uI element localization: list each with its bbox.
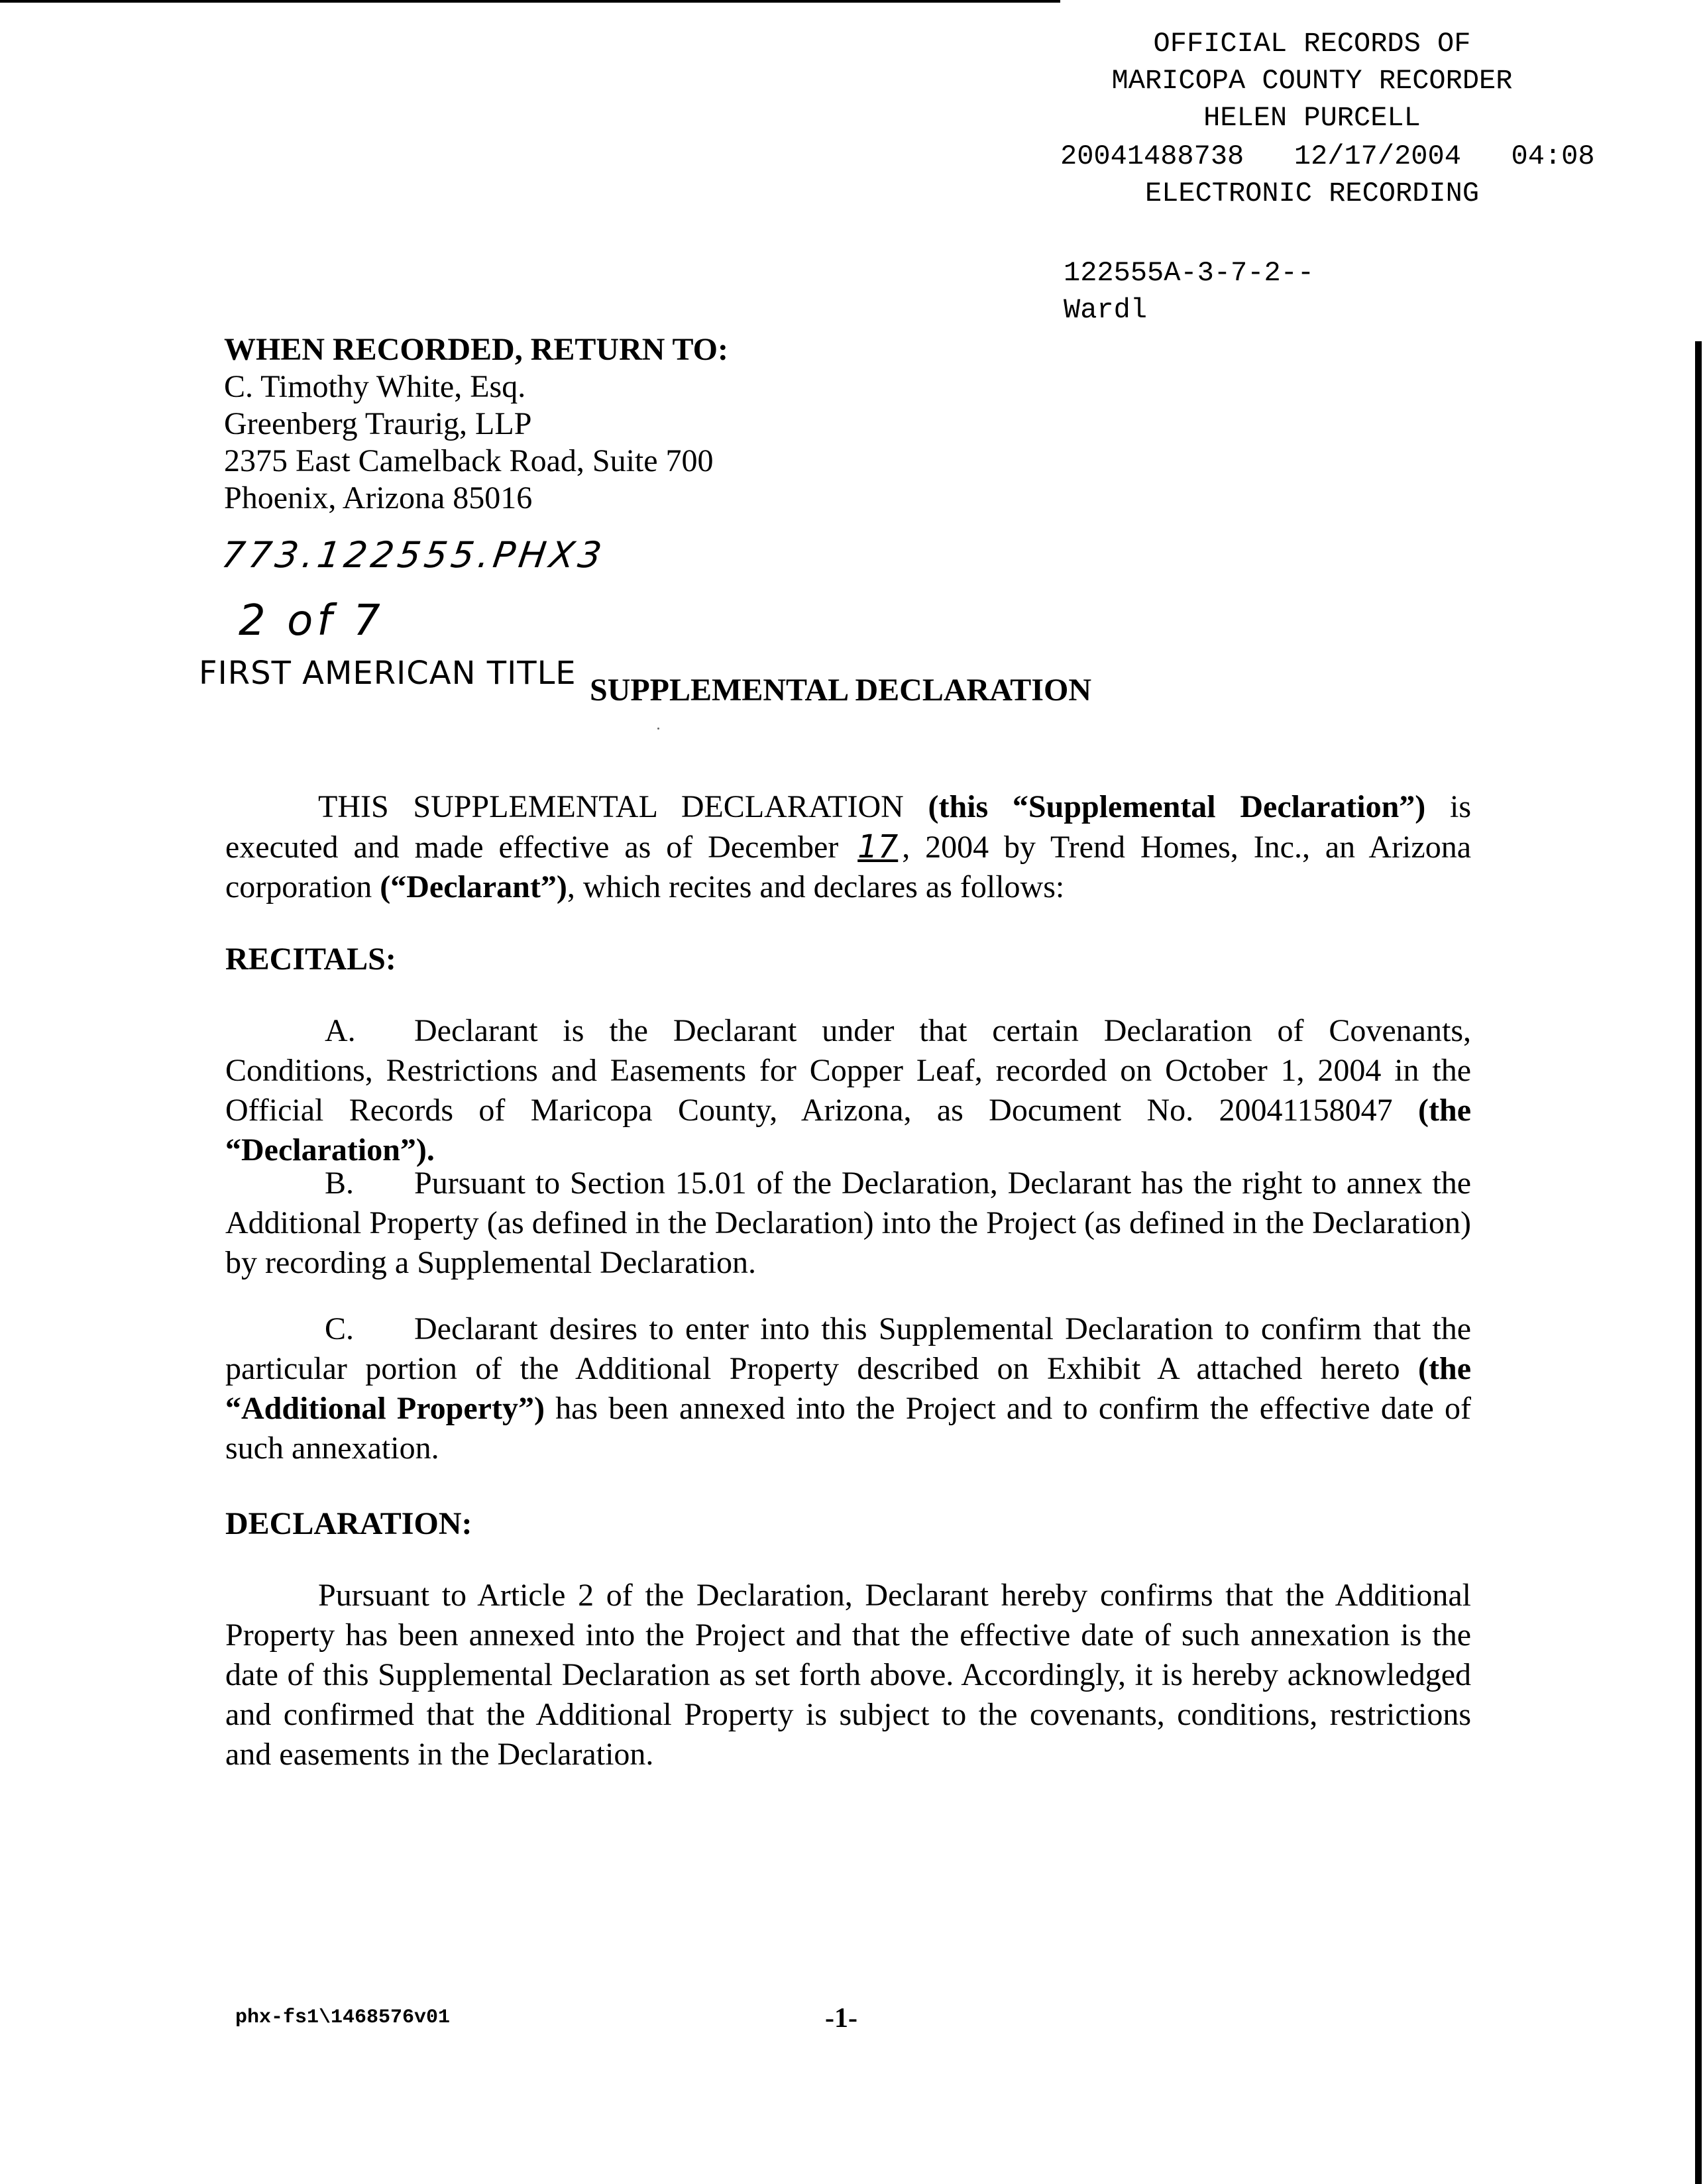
recording-line-1: OFFICIAL RECORDS OF — [1153, 28, 1471, 60]
return-heading: WHEN RECORDED, RETURN TO: — [224, 332, 728, 367]
intro-defined-term: (this “Supplemental Declaration”) — [928, 789, 1426, 824]
page-number: -1- — [825, 2003, 857, 2034]
recital-c-label: C. — [325, 1311, 355, 1346]
intro-text-1: THIS SUPPLEMENTAL DECLARATION — [318, 789, 928, 824]
intro-paragraph — [225, 787, 1471, 907]
recital-b — [225, 1164, 1471, 1283]
recording-line-5: ELECTRONIC RECORDING — [1144, 178, 1480, 209]
document-title: SUPPLEMENTAL DECLARATION — [590, 673, 1091, 708]
return-address-block — [224, 331, 728, 517]
recital-a — [225, 1011, 1471, 1170]
title-company-stamp: FIRST AMERICAN TITLE — [199, 655, 577, 692]
recital-c-text-1: Declarant desires to enter into this Supplemental Declaration to confirm that the particular portion of the Additional Property described on Exhibit A attached hereto — [225, 1311, 1471, 1386]
recitals-heading: RECITALS: — [225, 942, 396, 977]
additional-property-term: (the “Additional Property”) — [225, 1351, 1471, 1426]
recital-c-text-2: has been annexed into the Project and to confirm the effective date of such annexation. — [225, 1391, 1471, 1466]
handwritten-page-note: 2 of 7 — [239, 596, 384, 645]
recital-b-label: B. — [325, 1166, 355, 1201]
footer-document-id: phx-fs1\1468576v01 — [235, 2006, 451, 2029]
recital-a-text: Declarant is the Declarant under that certain Declaration of Covenants, Conditions, Restrictions and Easements for Copper Leaf, recorded on October 1, 2004 in the Official Records of Maricopa County, Arizona, as Document No. 20041158047 — [225, 1013, 1471, 1128]
scan-speck — [657, 728, 659, 730]
return-name: C. Timothy White, Esq. — [224, 369, 526, 404]
declaration-paragraph — [225, 1576, 1471, 1774]
declaration-text: Pursuant to Article 2 of the Declaration, Declarant hereby confirms that the Additional Property has been annexed into the Project and that the effective date of such annexation is the date of this Supplemental Declaration as set forth above. Accordingly, it is hereby acknowledged and confirmed that the Additional Property is subject to the covenants, conditions, restrictions and easements in the Declaration. — [225, 1578, 1471, 1772]
declaration-term: (the “Declaration”). — [225, 1093, 1471, 1168]
return-address-line-1: 2375 East Camelback Road, Suite 700 — [224, 443, 714, 478]
return-firm: Greenberg Traurig, LLP — [224, 406, 532, 441]
reference-code: 122555A-3-7-2-- — [1064, 257, 1315, 289]
reference-user: Wardl — [1064, 294, 1148, 326]
declarant-term: (“Declarant”) — [380, 869, 567, 904]
recital-b-text: Pursuant to Section 15.01 of the Declaration, Declarant has the right to annex the Additional Property (as defined in the Declaration) into the Project (as defined in the Declaration) by recording a Supplemental Declaration. — [225, 1166, 1471, 1280]
handwritten-file-number: 773.122555.PHX3 — [219, 534, 608, 576]
handwritten-day: 17 — [857, 828, 899, 865]
intro-text-4: , which recites and declares as follows: — [567, 869, 1065, 904]
intro-text-2: is executed and made effective as of December — [225, 789, 1471, 865]
recital-c — [225, 1309, 1471, 1468]
declaration-heading: DECLARATION: — [225, 1506, 472, 1541]
intro-text-3: , 2004 by Trend Homes, Inc., an Arizona corporation — [225, 830, 1471, 904]
scan-right-edge — [1695, 341, 1702, 2184]
recording-number-line: 20041488738 12/17/2004 04:08 — [1060, 140, 1595, 172]
return-address-line-2: Phoenix, Arizona 85016 — [224, 480, 533, 516]
recording-line-3: HELEN PURCELL — [1203, 102, 1421, 134]
recording-line-2: MARICOPA COUNTY RECORDER — [1111, 65, 1513, 97]
recital-a-label: A. — [325, 1013, 356, 1048]
scan-top-edge — [0, 0, 1060, 3]
